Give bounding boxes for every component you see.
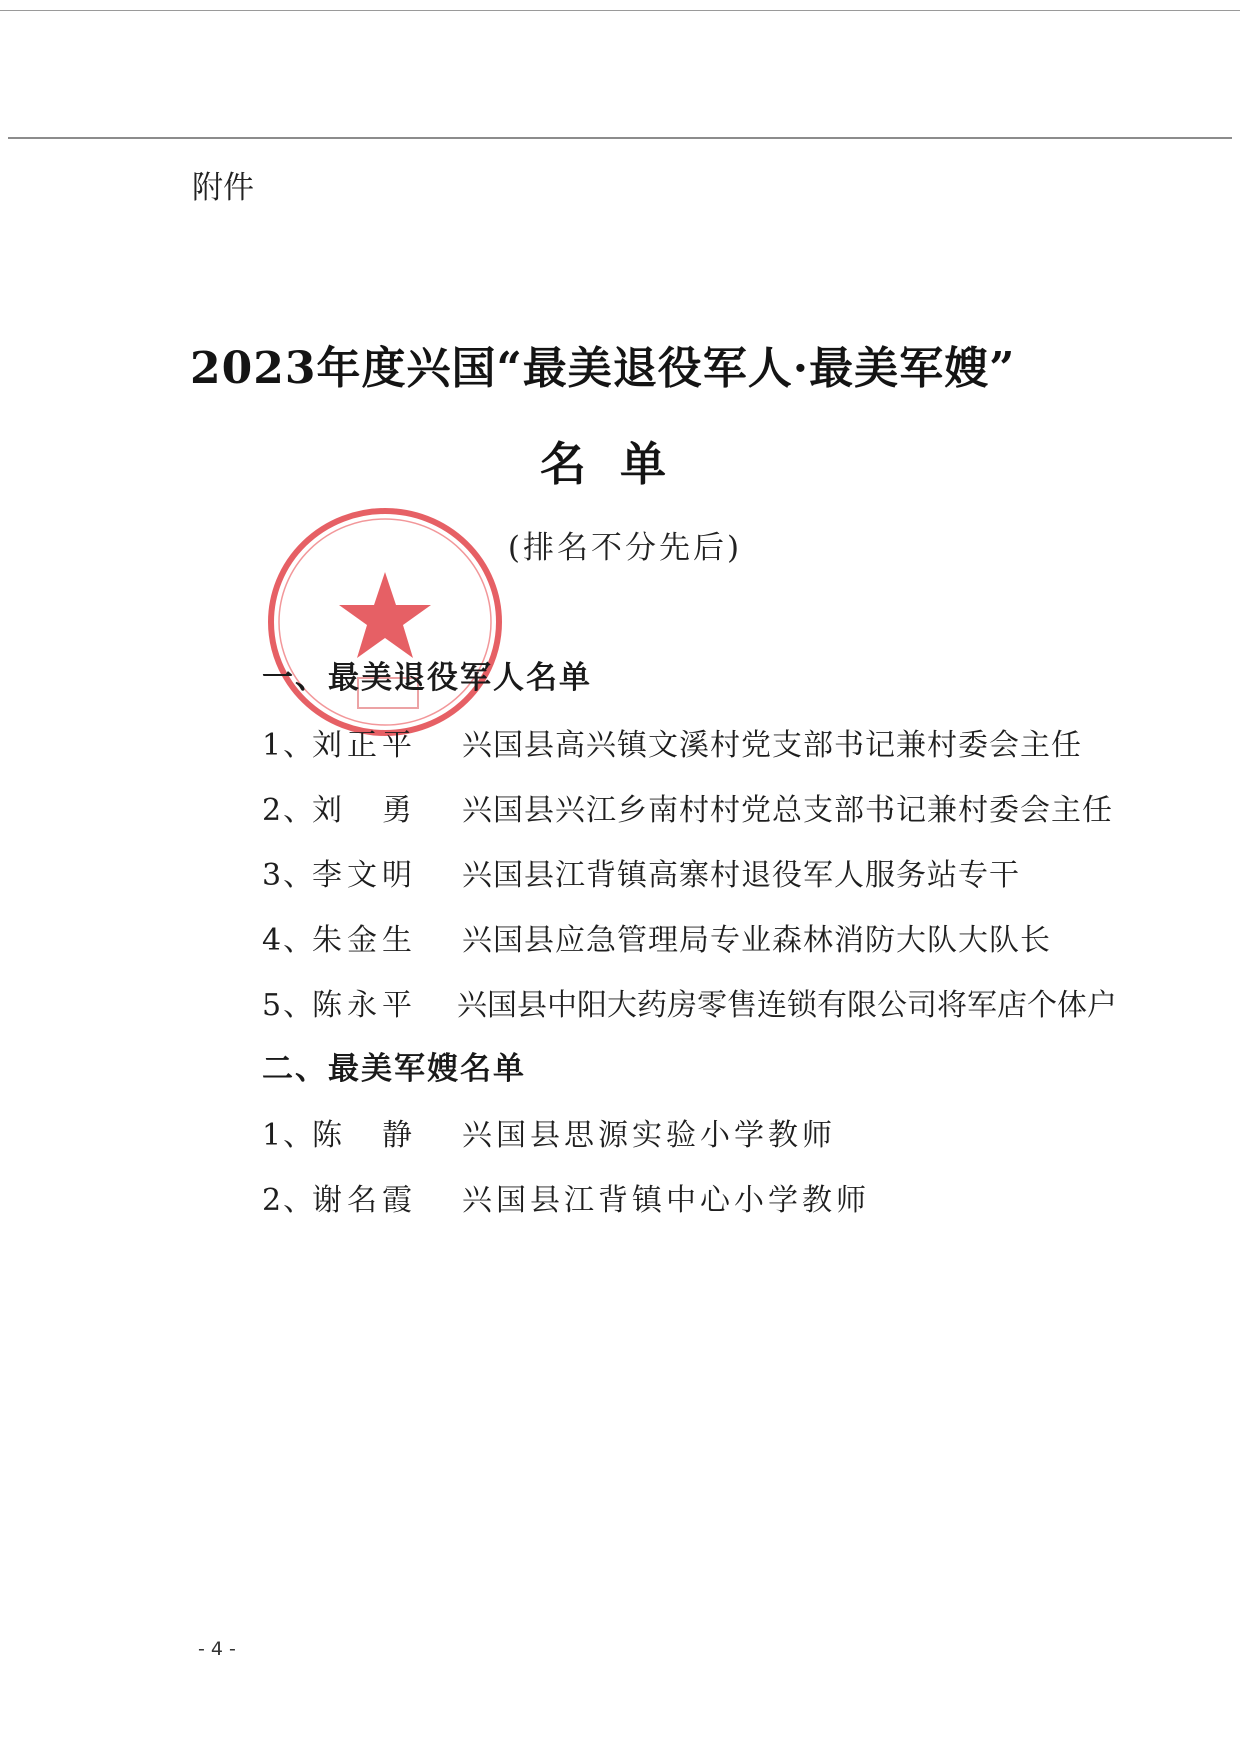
entry-index: 1、 (262, 1118, 316, 1153)
official-seal (262, 502, 508, 742)
top-edge-line (0, 10, 1240, 11)
section-heading-veterans: 一、最美退役军人名单 (262, 660, 592, 696)
entry-name: 刘正平 (312, 728, 417, 763)
entry-index: 4、 (262, 923, 316, 958)
list-item (262, 980, 1117, 1023)
document-title-list: 名单 (540, 437, 700, 491)
list-item (262, 1110, 1082, 1153)
list-item (262, 785, 1113, 828)
entry-role: 兴国县兴江乡南村村党总支部书记兼村委会主任 (462, 793, 1113, 828)
list-item (262, 1175, 1082, 1218)
attachment-label: 附件 (192, 170, 254, 206)
list-item (262, 850, 1082, 893)
ranking-note: (排名不分先后) (507, 530, 743, 566)
entry-name: 陈永平 (312, 988, 417, 1023)
header-divider (8, 137, 1232, 139)
entry-index: 5、 (262, 988, 316, 1023)
entry-index: 2、 (262, 793, 316, 828)
list-item (262, 720, 1082, 763)
entry-role: 兴国县应急管理局专业森林消防大队大队长 (462, 923, 1051, 958)
entry-role: 兴国县江背镇高寨村退役军人服务站专干 (462, 858, 1020, 893)
entry-role: 兴国县思源实验小学教师 (462, 1118, 836, 1153)
page-number: - 4 - (198, 1638, 236, 1660)
entry-name: 李文明 (312, 858, 417, 893)
entry-role: 兴国县江背镇中心小学教师 (462, 1183, 870, 1218)
entry-index: 2、 (262, 1183, 316, 1218)
list-item (262, 915, 1082, 958)
entry-name: 陈 静 (312, 1118, 417, 1153)
section-heading-military-wives: 二、最美军嫂名单 (262, 1051, 526, 1087)
entry-name: 朱金生 (312, 923, 417, 958)
entry-name: 谢名霞 (312, 1183, 417, 1218)
entry-index: 3、 (262, 858, 316, 893)
entry-name: 刘 勇 (312, 793, 417, 828)
entry-index: 1、 (262, 728, 316, 763)
document-title: 2023年度兴国“最美退役军人·最美军嫂” (190, 343, 1016, 394)
entry-role: 兴国县高兴镇文溪村党支部书记兼村委会主任 (462, 728, 1082, 763)
seal-star-icon (339, 572, 431, 658)
entry-role: 兴国县中阳大药房零售连锁有限公司将军店个体户 (457, 988, 1117, 1023)
